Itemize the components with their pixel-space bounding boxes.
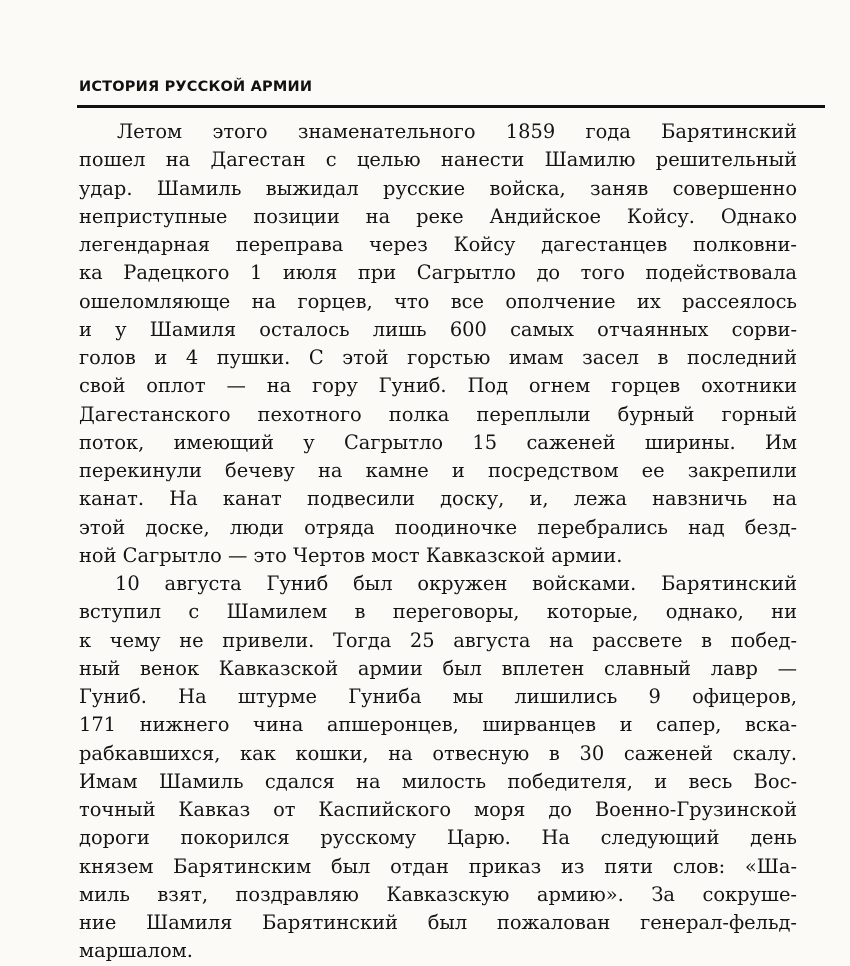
text-line: голов и 4 пушки. С этой горстью имам засел в последний — [79, 346, 797, 369]
text-line: 10 августа Гуниб был окружен войсками. Барятинский — [115, 572, 797, 595]
text-line: удар. Шамиль выжидал русские войска, заняв совершенно — [79, 176, 797, 200]
text-line: ка Радецкого 1 июля при Сагрытло до того подействовала — [79, 261, 797, 285]
text-line: и у Шамиля осталось лишь 600 самых отчаянных сорви- — [79, 317, 797, 341]
text-line: ние Шамиля Барятинский был пожалован генерал-фельд- — [79, 911, 797, 934]
header-rule — [77, 105, 825, 108]
text-line: Имам Шамиль сдался на милость победителя, и весь Вос- — [79, 769, 797, 793]
text-line: легендарная переправа через Койсу дагестанцев полковни- — [79, 233, 797, 256]
text-line: ной Сагрытло — это Чертов мост Кавказской армии. — [79, 543, 623, 567]
text-line: миль взят, поздравляю Кавказскую армию». За сокруше- — [79, 882, 797, 906]
text-line: рабкавшихся, как кошки, на отвесную в 30 саженей скалу. — [79, 741, 797, 765]
text-line: Гуниб. На штурме Гуниба мы лишились 9 офицеров, — [79, 685, 797, 708]
text-line: неприступные позиции на реке Андийское Койсу. Однако — [79, 204, 797, 228]
text-line: к чему не привели. Тогда 25 августа на рассвете в побед- — [79, 628, 797, 652]
paragraph-2 — [79, 570, 797, 966]
text-line: пошел на Дагестан с целью нанести Шамилю решительный — [79, 148, 797, 172]
running-header-title: ИСТОРИЯ РУССКОЙ АРМИИ — [79, 79, 313, 95]
text-line: перекинули бечеву на камне и посредством ее закрепили — [79, 459, 797, 482]
text-line: Летом этого знаменательного 1859 года Барятинский — [117, 120, 797, 143]
text-line: ный венок Кавказской армии был вплетен славный лавр — — [79, 656, 797, 680]
text-line: маршалом. — [79, 939, 193, 963]
text-line: 171 нижнего чина апшеронцев, ширванцев и сапер, вска- — [79, 713, 797, 737]
text-line: свой оплот — на гору Гуниб. Под огнем горцев охотники — [79, 374, 797, 398]
text-line: ошеломляюще на горцев, что все ополчение их рассеялось — [79, 289, 797, 313]
text-line: поток, имеющий у Сагрытло 15 саженей ширины. Им — [79, 430, 797, 454]
text-line: вступил с Шамилем в переговоры, которые, однако, ни — [79, 600, 797, 624]
paragraph-1 — [79, 118, 797, 570]
text-line: князем Барятинским был отдан приказ из пяти слов: «Ша- — [79, 854, 797, 878]
text-line: этой доске, люди отряда поодиночке перебрались над безд- — [79, 515, 797, 539]
text-line: точный Кавказ от Каспийского моря до Военно-Грузинской — [79, 798, 797, 821]
text-line: дороги покорился русскому Царю. На следующий день — [79, 826, 797, 850]
body-text — [79, 118, 797, 966]
text-line: Дагестанского пехотного полка переплыли бурный горный — [79, 402, 797, 426]
text-line: канат. На канат подвесили доску, и, лежа навзничь на — [79, 487, 797, 511]
